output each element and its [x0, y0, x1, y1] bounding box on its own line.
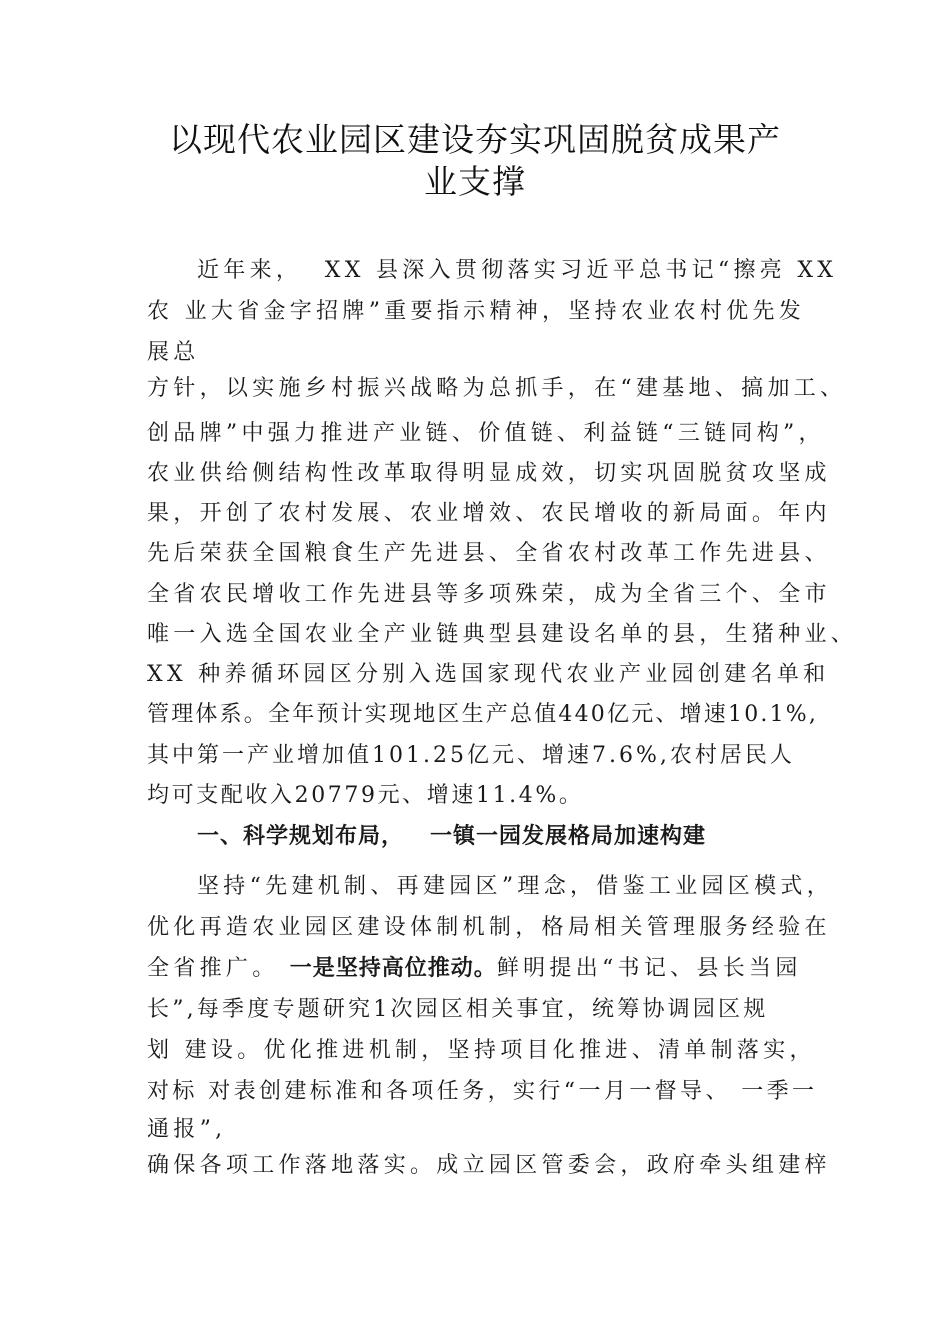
paragraph-line: 唯一入选全国农业全产业链典型县建设名单的县，生猪种业、 [147, 622, 858, 647]
paragraph-line: 通报”, [147, 1117, 227, 1142]
paragraph-line: 坚持“先建机制、再建园区”理念，借鉴工业园区模式， [197, 874, 833, 899]
paragraph-line: 果，开创了农村发展、农业增效、农民增收的新局面。年内 [147, 501, 831, 526]
paragraph-line: 长”,每季度专题研究1次园区相关事宜，统筹协调园区规 [147, 997, 769, 1022]
paragraph-line: 其中第一产业增加值101.25亿元、增速7.6%,农村居民人 [147, 743, 795, 768]
paragraph-line: 农业供给侧结构性改革取得明显成效，切实巩固脱贫攻坚成 [147, 461, 831, 486]
paragraph-line: 均可支配收入20779元、增速11.4%。 [147, 783, 584, 808]
paragraph-line-mixed [147, 954, 802, 984]
paragraph-line: 管理体系。全年预计实现地区生产总值440亿元、增速10.1%, [147, 702, 819, 727]
mixed-line-prefix: 全省推广。 [147, 956, 290, 981]
paragraph-line: 划 建设。优化推进机制，坚持项目化推进、清单制落实， [147, 1038, 816, 1063]
paragraph-line: 创品牌”中强力推进产业链、价值链、利益链“三链同构”， [147, 421, 825, 446]
paragraph-line: 近年来， XX 县深入贯彻落实习近平总书记“擦亮 XX [197, 258, 838, 283]
document-title-line-2: 业支撑 [424, 162, 526, 201]
paragraph-line: 全省农民增收工作先进县等多项殊荣，成为全省三个、全市 [147, 582, 831, 607]
bold-phrase: 一是坚持高位推动。 [289, 956, 497, 981]
paragraph-line: 确保各项工作落地落实。成立园区管委会，政府牵头组建梓 [147, 1153, 831, 1178]
document-title-line-1: 以现代农业园区建设夯实巩固脱贫成果产 [169, 120, 781, 159]
paragraph-line: XX 种养循环园区分别入选国家现代农业产业园创建名单和 [147, 662, 830, 687]
paragraph-line: 展总 [147, 340, 200, 365]
paragraph-line: 优化再造农业园区建设体制机制，格局相关管理服务经验在 [147, 915, 831, 940]
paragraph-line: 农 业大省金字招牌”重要指示精神，坚持农业农村优先发 [147, 299, 806, 324]
paragraph-line: 对标 对表创建标准和各项任务，实行“一月一督导、 一季一 [147, 1079, 818, 1104]
mixed-line-suffix: 鲜明提出“书记、县长当园 [496, 956, 802, 981]
section-heading: 一、科学规划布局， 一镇一园发展格局加速构建 [197, 824, 706, 849]
paragraph-line: 方针，以实施乡村振兴战略为总抓手，在“建基地、搞加工、 [147, 376, 847, 401]
paragraph-line: 先后荣获全国粮食生产先进县、全省农村改革工作先进县、 [147, 541, 831, 566]
